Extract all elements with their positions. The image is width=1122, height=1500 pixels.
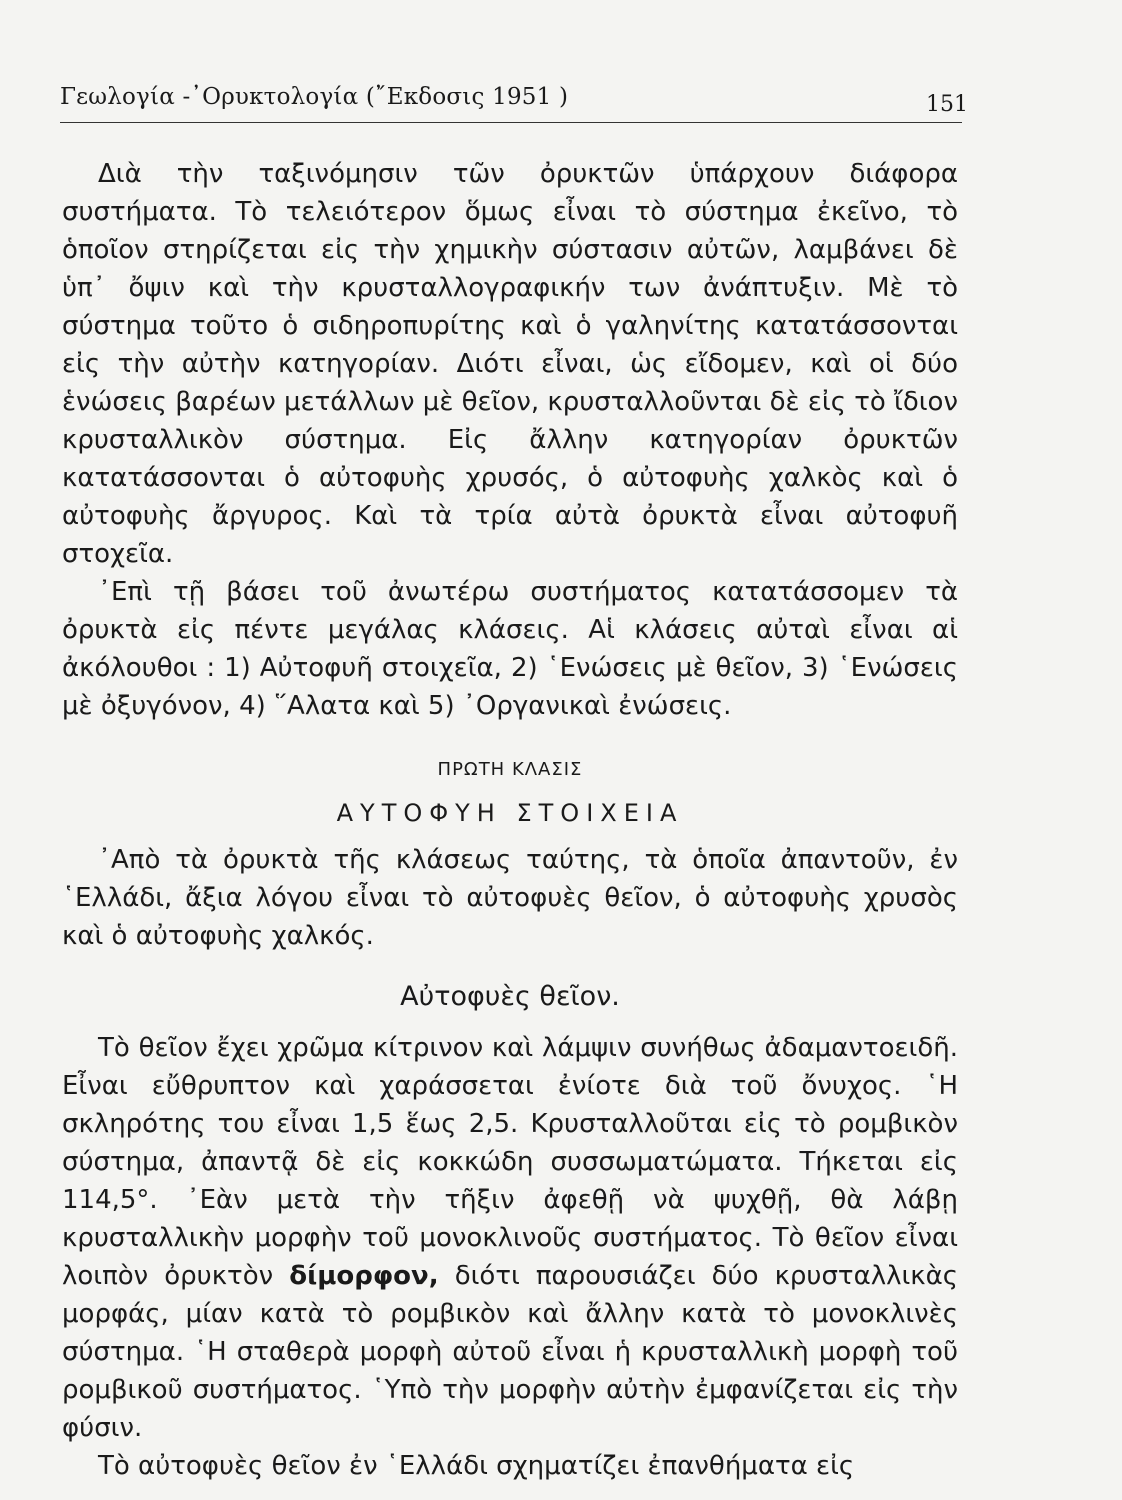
paragraph-five-classes: ᾿Επὶ τῇ βάσει τοῦ ἀνωτέρω συστήματος κατατάσσομεν τὰ ὀρυκτὰ εἰς πέντε μεγάλας κλάσεις. Αἱ κλάσεις αὐταὶ εἶναι αἱ ἀκόλουθοι : 1) Αὐτοφυῆ στοιχεῖα, 2) ῾Ενώσεις μὲ θεῖον, 3) ῾Ενώσεις μὲ ὀξυγόνον, 4) ῞Αλατα καὶ 5) ᾿Οργανικαὶ ἐνώσεις.: [62, 577, 958, 721]
paragraph-classification-systems: Διὰ τὴν ταξινόμησιν τῶν ὀρυκτῶν ὑπάρχουν διάφορα συστήματα. Τὸ τελειότερον ὅμως εἶναι τὸ σύστημα ἐκεῖνο, τὸ ὁποῖον στηρίζεται εἰς τὴν χημικὴν σύστασιν αὐτῶν, λαμβάνει δὲ ὑπ᾿ ὄψιν καὶ τὴν κρυσταλλογραφικήν των ἀνάπτυξιν. Μὲ τὸ σύστημα τοῦτο ὁ σιδηροπυρίτης καὶ ὁ γαληνίτης κατατάσσονται εἰς τὴν αὐτὴν κατηγορίαν. Διότι εἶναι, ὡς εἴδομεν, καὶ οἱ δύο ἑνώσεις βαρέων μετάλλων μὲ θεῖον, κρυσταλλοῦνται δὲ εἰς τὸ ἴδιον κρυσταλλικὸν σύστημα. Εἰς ἄλλην κατηγορίαν ὀρυκτῶν κατατάσσονται ὁ αὐτοφυὴς χρυσός, ὁ αὐτοφυὴς χαλκὸς καὶ ὁ αὐτοφυὴς ἄργυρος. Καὶ τὰ τρία αὐτὰ ὀρυκτὰ εἶναι αὐτοφυῆ στοχεῖα.: [62, 159, 958, 569]
paragraph-sulfur-properties: [62, 1029, 958, 1447]
page-number: 151: [926, 92, 968, 117]
paragraph-sulfur-greece: Τὸ αὐτοφυὲς θεῖον ἐν ῾Ελλάδι σχηματίζει ἐπανθήματα εἰς: [98, 1451, 855, 1481]
running-header: [60, 84, 968, 124]
section-title: ΑΥΤΟΦΥΗ ΣΤΟΙΧΕΙΑ: [336, 799, 684, 827]
sulfur-text-part1: Τὸ θεῖον ἔχει χρῶμα κίτρινον καὶ λάμψιν συνήθως ἀδαμαντοειδῆ. Εἶναι εὔθρυπτον καὶ χαράσσεται ἐνίοτε διὰ τοῦ ὄνυχος. ῾Η σκληρότης του εἶναι 1,5 ἕως 2,5. Κρυσταλλοῦται εἰς τὸ ρομβικὸν σύστημα, ἀπαντᾷ δὲ εἰς κοκκώδη συσσωματώματα. Τήκεται εἰς 114,5°. ᾿Εὰν μετὰ τὴν τῆξιν ἀφεθῇ νὰ ψυχθῇ, θὰ λάβῃ κρυσταλλικὴν μορφὴν τοῦ μονοκλινοῦς συστήματος. Τὸ θεῖον εἶναι λοιπὸν ὀρυκτὸν: [62, 1033, 958, 1291]
body-text: [62, 155, 958, 1485]
paragraph-native-elements-greece: ᾿Απὸ τὰ ὀρυκτὰ τῆς κλάσεως ταύτης, τὰ ὁποῖα ἀπαντοῦν, ἐν ῾Ελλάδι, ἄξια λόγου εἶναι τὸ αὐτοφυὲς θεῖον, ὁ αὐτοφυὴς χρυσὸς καὶ ὁ αὐτοφυὴς χαλκός.: [62, 845, 958, 951]
dimorphous-term: δίμορφον,: [289, 1261, 439, 1291]
sulfur-text-part2: διότι παρουσιάζει δύο κρυσταλλικὰς μορφάς, μίαν κατὰ τὸ ρομβικὸν καὶ ἄλλην κατὰ τὸ μονοκλινὲς σύστημα. ῾Η σταθερὰ μορφὴ αὐτοῦ εἶναι ἡ κρυσταλλικὴ μορφὴ τοῦ ρομβικοῦ συστήματος. ῾Υπὸ τὴν μορφὴν αὐτὴν ἐμφανίζεται εἰς τὴν φύσιν.: [62, 1261, 959, 1443]
header-rule: [60, 122, 962, 123]
subsection-title: Αὐτοφυὲς θεῖον.: [400, 981, 620, 1012]
section-label: ΠΡΩΤΗ ΚΛΑΣΙΣ: [437, 759, 583, 780]
header-title: Γεωλογία -᾿Ορυκτολογία (῎Εκδοσις 1951 ): [60, 84, 569, 110]
